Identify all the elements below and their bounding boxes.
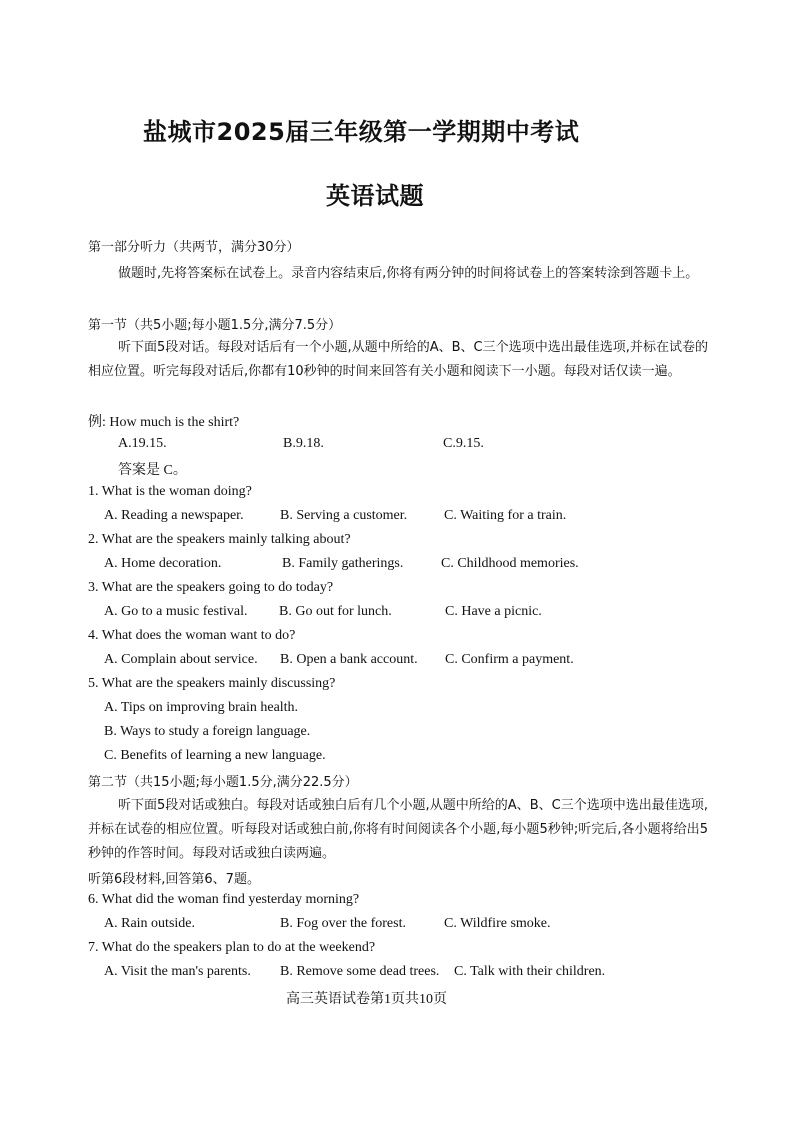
q4-option-c: C. Confirm a payment.	[445, 652, 574, 667]
question-3: 3. What are the speakers going to do today?	[88, 580, 334, 595]
q3-option-c: C. Have a picnic.	[445, 604, 542, 619]
q7-option-c: C. Talk with their children.	[454, 964, 606, 979]
q3-option-a: A. Go to a music festival.	[104, 604, 248, 619]
part1-instructions: 做题时,先将答案标在试卷上。录音内容结束后,你将有两分钟的时间将试卷上的答案转涂到答题卡上。	[118, 266, 699, 281]
section1-heading: 第一节（共5小题;每小题1.5分,满分7.5分）	[88, 318, 342, 333]
example-option-a: A.19.15.	[118, 436, 167, 451]
question-7: 7. What do the speakers plan to do at the weekend?	[88, 940, 376, 955]
example-option-c: C.9.15.	[443, 436, 484, 451]
q1-option-b: B. Serving a customer.	[280, 508, 408, 523]
q1-option-a: A. Reading a newspaper.	[104, 508, 244, 523]
q7-option-a: A. Visit the man's parents.	[104, 964, 251, 979]
example-question: 例: How much is the shirt?	[88, 415, 240, 430]
section2-heading: 第二节（共15小题;每小题1.5分,满分22.5分）	[88, 775, 358, 790]
q6-option-a: A. Rain outside.	[104, 916, 195, 931]
q2-option-a: A. Home decoration.	[104, 556, 222, 571]
q6-option-b: B. Fog over the forest.	[280, 916, 406, 931]
q5-option-c: C. Benefits of learning a new language.	[104, 748, 326, 763]
q5-option-b: B. Ways to study a foreign language.	[104, 724, 311, 739]
question-6: 6. What did the woman find yesterday morning?	[88, 892, 360, 907]
question-4: 4. What does the woman want to do?	[88, 628, 296, 643]
q7-option-b: B. Remove some dead trees.	[280, 964, 440, 979]
section1-instructions: 听下面5段对话。每段对话后有一个小题,从题中所给的A、B、C三个选项中选出最佳选项,并标在试卷的相应位置。听完每段对话后,你都有10秒钟的时间来回答有关小题和阅读下一小题。每段对话仅读一遍。	[88, 340, 708, 379]
q6-option-c: C. Wildfire smoke.	[444, 916, 551, 931]
question-1: 1. What is the woman doing?	[88, 484, 252, 499]
section2-instructions: 听下面5段对话或独白。每段对话或独白后有几个小题,从题中所给的A、B、C三个选项中选出最佳选项,并标在试卷的相应位置。听每段对话或独白前,你将有时间阅读各个小题,每小题5秒钟;听完后,各小题将给出5秒钟的作答时间。每段对话或独白读两遍。	[88, 798, 708, 861]
example-answer: 答案是 C。	[118, 463, 187, 478]
q2-option-c: C. Childhood memories.	[441, 556, 579, 571]
q4-option-b: B. Open a bank account.	[280, 652, 418, 667]
section2-material: 听第6段材料,回答第6、7题。	[88, 872, 260, 887]
page-subtitle: 英语试题	[326, 182, 424, 210]
q4-option-a: A. Complain about service.	[104, 652, 258, 667]
part1-heading: 第一部分听力（共两节，满分30分）	[88, 240, 300, 255]
page-footer: 高三英语试卷第1页共10页	[286, 992, 447, 1007]
q5-option-a: A. Tips on improving brain health.	[104, 700, 299, 715]
q2-option-b: B. Family gatherings.	[282, 556, 404, 571]
question-5: 5. What are the speakers mainly discussing?	[88, 676, 336, 691]
q3-option-b: B. Go out for lunch.	[279, 604, 392, 619]
q1-option-c: C. Waiting for a train.	[444, 508, 567, 523]
page-title: 盐城市2025届三年级第一学期期中考试	[143, 118, 580, 146]
question-2: 2. What are the speakers mainly talking about?	[88, 532, 351, 547]
example-option-b: B.9.18.	[283, 436, 324, 451]
